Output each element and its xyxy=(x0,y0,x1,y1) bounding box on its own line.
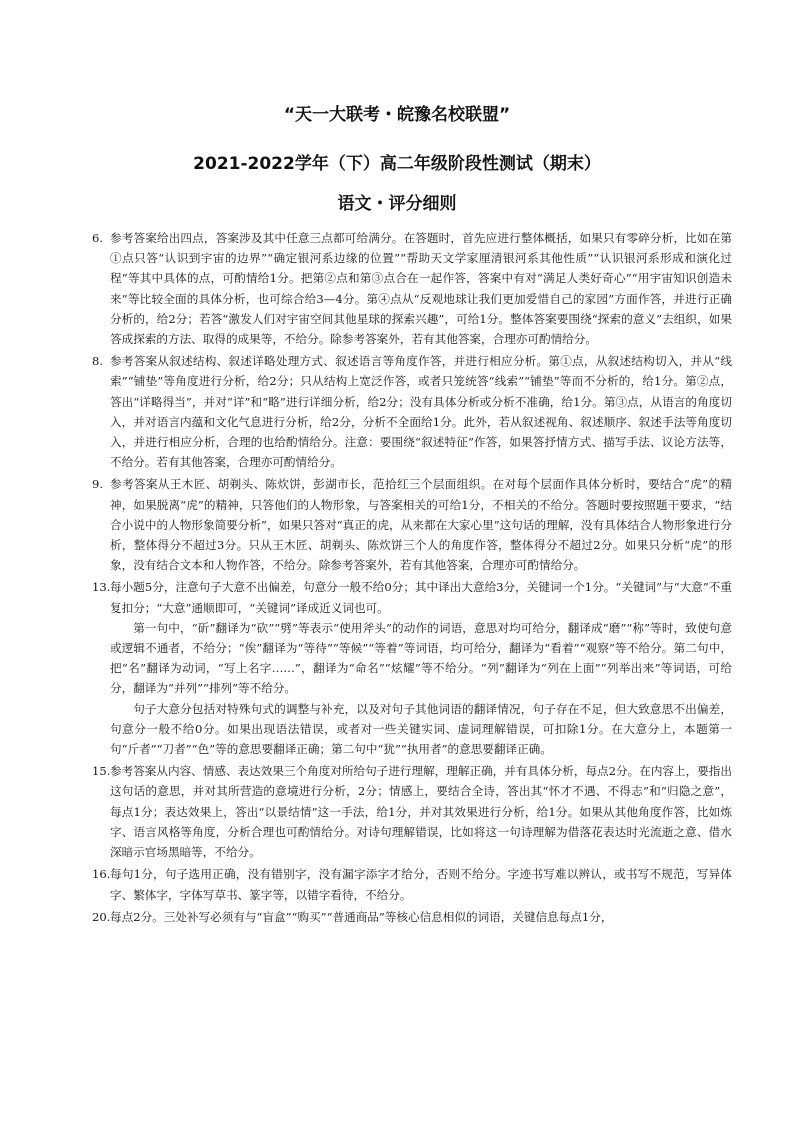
rule-number: 16. xyxy=(92,867,111,882)
scoring-rules-list xyxy=(92,228,732,929)
rule-paragraph: 每点2分。三处补写必须有与“盲盒”“购买”“普通商品”等核心信息相似的词语，关键信息每点1分， xyxy=(110,909,613,924)
rule-paragraph: 第一句中，“斫”翻译为“砍”“劈”等表示“使用斧头”的动作的词语，意思对均可给分，翻译成“磨”“称”等时，致使句意或逻辑不通者，不给分；“俟”翻译为“等待”“等候”“等着”等词语，均可给分，翻译为“看着”“观察”等不给分。第二句中，把“名”翻译为动词，“写上名字……”，翻译为“命名”“炫耀”等不给分。“列”翻译为“列在上面”“列举出来”等词语，可给分，翻译为“并列”“排列”等不给分。 xyxy=(110,620,732,696)
rule-paragraph: 参考答案从王木匠、胡剃头、陈炊饼，彭湖市长，范拾红三个层面组织。在对每个层面作具体分析时，要结合“虎”的精神，如果脱离“虎”的精神，只答他们的人物形象，与答案相关的可给1分，不相关的不给分。答题时要按照题干要求，“结合小说中的人物形象简要分析”，如果只答对“真正的虎，从来都在大家心里”这句话的理解，没有具体结合人物形象进行分析，整体得分不超过3分。只从王木匠、胡剃头、陈炊饼三个人的角度作答，整体得分不超过2分。如果只分析“虎”的形象，没有结合文本和人物作答，不给分。除参考答案外，若有其他答案，合理亦可酌情给分。 xyxy=(110,477,732,573)
rule-paragraph: 参考答案给出四点，答案涉及其中任意三点都可给满分。在答题时，首先应进行整体概括，如果只有零碎分析，比如在第①点只答“认识到宇宙的边界”“确定银河系边缘的位置”“帮助天文学家厘清银河系其他性质”“认识银河系形成和演化过程”等其中具体的点，可酌情给1分。把第②点和第③点合在一起作答，答案中有对“满足人类好奇心”“用宇宙知识创造未来”等比较全面的具体分析，也可综合给3—4分。第④点从“反观地球让我们更加爱惜自己的家园”方面作答，并进行正确分析的，给2分；若答“激发人们对宇宙空间其他星球的探索兴趣”，可给1分。整体答案要围绕“探索的意义”去组织，如果答成探索的方法、取得的成果等，不给分。除参考答案外，若有其他答案，合理亦可酌情给分。 xyxy=(110,231,732,347)
rule-number: 20. xyxy=(92,909,111,924)
rule-item-8 xyxy=(92,351,732,472)
rule-paragraph: 每小题5分，注意句子大意不出偏差，句意分一般不给0分；其中译出大意给3分，关键词一个1分。“关键词”与“大意”不重复扣分；“大意”通顺即可，“关键词”译成近义词也可。 xyxy=(110,580,732,615)
subject-title: 语文・评分细则 xyxy=(337,194,457,214)
rule-number: 9. xyxy=(92,477,104,492)
exam-term-title: 2021-2022学年（下）高二年级阶段性测试（期末） xyxy=(193,154,601,174)
rule-item-9 xyxy=(92,474,732,575)
rule-item-6 xyxy=(92,228,732,349)
rule-paragraph: 每句1分，句子选用正确，没有错别字，没有漏字添字才给分，否则不给分。字迹书写难以辨认，或书写不规范，写异体字、繁体字，字体写草书、篆字等，以错字看待，不给分。 xyxy=(110,867,732,902)
rule-number: 13. xyxy=(92,580,111,595)
rule-item-16 xyxy=(92,864,732,904)
rule-paragraph: 参考答案从叙述结构、叙述详略处理方式、叙述语言等角度作答，并进行相应分析。第①点，从叙述结构切入，并从“线索”“铺垫”等角度进行分析，给2分；只从结构上宽泛作答，或者只笼统答“线索”“铺垫”等而不分析的，给1分。第②点，答出“详略得当”，并对“详”和“略”进行详细分析，给2分；没有具体分析或分析不准确，给1分。第③点，从语言的角度切入，并对语言内蕴和文化气息进行分析，给2分，分析不全面给1分。此外，若从叙述视角、叙述顺序、叙述手法等角度切入，并进行相应分析，合理的也给酌情给分。注意：要围绕“叙述特征”作答，如果答抒情方式、描写手法、议论方法等，不给分。若有其他答案，合理亦可酌情给分。 xyxy=(110,354,732,470)
rule-item-20 xyxy=(92,907,732,927)
rule-number: 6. xyxy=(92,231,104,245)
exam-alliance-title: “天一大联考・皖豫名校联盟” xyxy=(283,105,511,125)
rule-item-13 xyxy=(92,577,732,759)
rule-number: 8. xyxy=(92,354,104,369)
rule-paragraph: 句子大意分包括对特殊句式的调整与补充，以及对句子其他词语的翻译情况，句子存在不足，但大致意思不出偏差，句意分一般不给0分。如果出现语法错误，或者对一些关键实词、虚词理解错误，可扣除1分。在大意分上，本题第一句“斤者”“刀者”“色”等的意思要翻译正确；第二句中“犹”“执用者”的意思要翻译正确。 xyxy=(110,701,732,757)
rule-number: 15. xyxy=(92,764,111,779)
rule-item-15 xyxy=(92,761,732,862)
rule-paragraph: 参考答案从内容、情感、表达效果三个角度对所给句子进行理解，理解正确，并有具体分析，每点2分。在内容上，要指出这句话的意思，并对其所营造的意境进行分析，2分；情感上，要结合全诗，答出其“怀才不遇、不得志”和“归隐之意”，每点1分；表达效果上，答出“以景结情”这一手法，给1分，并对其效果进行分析，给1分。如果从其他角度作答，比如炼字、语言风格等角度，分析合理也可酌情给分。对诗句理解错误，比如将这一句诗理解为借落花表达时光流逝之意、借水深暗示官场黑暗等，不给分。 xyxy=(110,764,732,860)
